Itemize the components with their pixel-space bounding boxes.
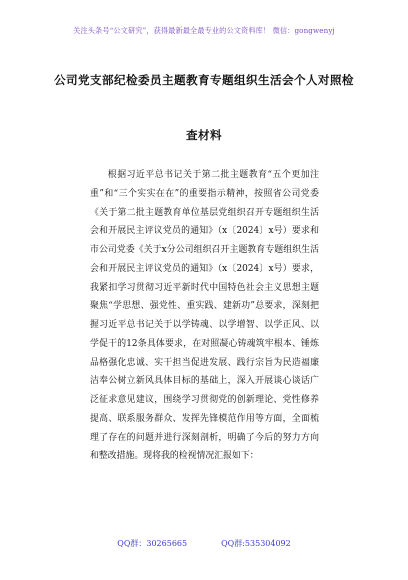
qq-group-2: QQ群:535304092 bbox=[221, 539, 291, 548]
footer-qq-groups bbox=[0, 538, 408, 549]
document-title-line-1: 公司党支部纪检委员主题教育专题组织生活会个人对照检 bbox=[54, 73, 354, 87]
body-paragraph: 根据习近平总书记关于第二批主题教育“五个更加注重”和“三个实实在在”的重要指示精神，按照省公司党委《关于第二批主题教育单位基层党组织召开专题组织生活会和开展民主评议党员的通知》（x〔2024〕x号）要求和市公司党委《关于x分公司组织召开主题教育专题组织生活会和开展民主评议党员的通知》（x〔2024〕x号）要求，我紧扣学习贯彻习近平新时代中国特色社会主义思想主题聚焦“学思想、强党性、重实践、建新功”总要求，深刻把握习近平总书记关于以学铸魂、以学增智、以学正风、以学促干的12条具体要求，在对照凝心铸魂筑牢根本、锤炼品格强化忠诚、实干担当促进发展、践行宗旨为民造福廉洁奉公树立新风具体目标的基础上，深入开展谈心谈话广泛征求意见建议，围绕学习贯彻党的创新理论、党性修养提高、联系服务群众、发挥先锋模范作用等方面，全面梳理了存在的问题并进行深刻剖析，明确了今后的努力方向和整改措施。现将我的检视情况汇报如下： bbox=[90, 170, 319, 462]
qq-group-1: QQ群：30265665 bbox=[117, 539, 188, 548]
promo-banner: 关注头条号“公文研究”，获得最新最全最专业的公文资料库！ 微信：gongwenyj bbox=[73, 26, 335, 35]
document-title-line-2: 查材料 bbox=[186, 128, 222, 142]
